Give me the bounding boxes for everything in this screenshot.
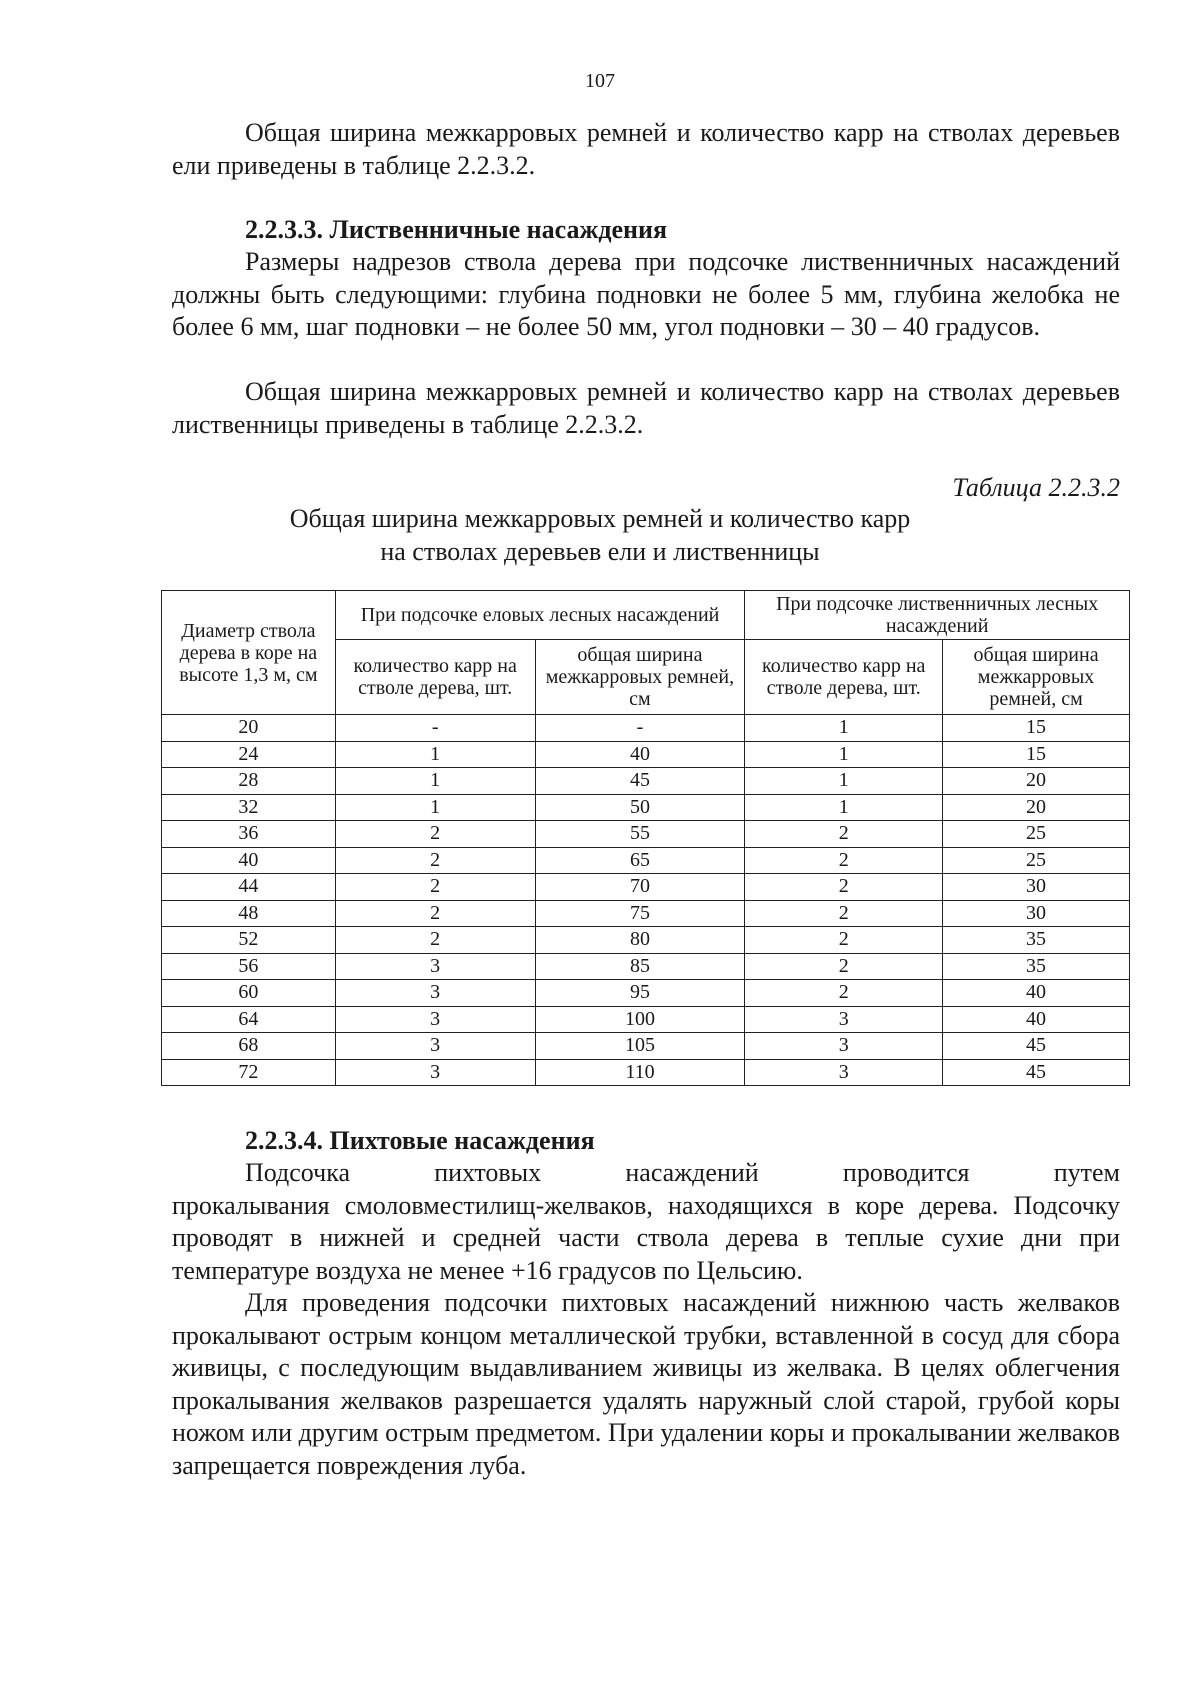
cell-diameter: 72	[162, 1059, 336, 1086]
cell-larch-count: 3	[745, 1059, 943, 1086]
table-title-line-1: Общая ширина межкарровых ремней и количество карр	[289, 504, 911, 533]
cell-spruce-count: 2	[335, 874, 535, 901]
cell-diameter: 44	[162, 874, 336, 901]
fir-paragraph-1-line-1: Подсочка пихтовых насаждений проводится путем	[245, 1158, 1120, 1187]
cell-larch-width: 40	[943, 1006, 1130, 1033]
cell-diameter: 68	[162, 1033, 336, 1060]
cell-larch-count: 3	[745, 1033, 943, 1060]
cell-spruce-width: 50	[535, 794, 745, 821]
cell-spruce-width: 75	[535, 900, 745, 927]
cell-diameter: 40	[162, 847, 336, 874]
cell-larch-count: 2	[745, 874, 943, 901]
cell-spruce-count: -	[335, 715, 535, 742]
cell-spruce-width: 65	[535, 847, 745, 874]
cell-spruce-count: 2	[335, 927, 535, 954]
header-spruce-group: При подсочке еловых лесных насаждений	[335, 591, 745, 640]
cell-spruce-width: 110	[535, 1059, 745, 1086]
header-diameter: Диаметр ствола дерева в коре на высоте 1,3 м, см	[162, 591, 336, 715]
table-row	[162, 741, 1130, 768]
cell-spruce-width: 70	[535, 874, 745, 901]
table-body	[162, 715, 1130, 1086]
table-row	[162, 768, 1130, 795]
header-larch-count: количество карр на стволе дерева, шт.	[745, 640, 943, 715]
cell-larch-count: 1	[745, 741, 943, 768]
cell-spruce-width: 40	[535, 741, 745, 768]
cell-spruce-count: 1	[335, 741, 535, 768]
cell-larch-count: 2	[745, 847, 943, 874]
header-spruce-width: общая ширина межкарровых ремней, см	[535, 640, 745, 715]
larch-paragraph-2: Общая ширина межкарровых ремней и количество карр на стволах деревьев лиственницы приведены в таблице 2.2.3.2.	[172, 377, 1120, 439]
cell-larch-width: 15	[943, 715, 1130, 742]
table-row	[162, 1033, 1130, 1060]
cell-larch-width: 35	[943, 927, 1130, 954]
header-spruce-count: количество карр на стволе дерева, шт.	[335, 640, 535, 715]
cell-diameter: 28	[162, 768, 336, 795]
header-larch-width: общая ширина межкарровых ремней, см	[943, 640, 1130, 715]
cell-larch-width: 45	[943, 1033, 1130, 1060]
cell-larch-width: 20	[943, 794, 1130, 821]
cell-larch-count: 2	[745, 821, 943, 848]
cell-larch-count: 1	[745, 715, 943, 742]
cell-spruce-width: -	[535, 715, 745, 742]
table-row	[162, 874, 1130, 901]
cell-larch-count: 2	[745, 900, 943, 927]
table-title	[0, 503, 1200, 568]
cell-spruce-width: 100	[535, 1006, 745, 1033]
table-row	[162, 900, 1130, 927]
cell-spruce-width: 80	[535, 927, 745, 954]
cell-diameter: 20	[162, 715, 336, 742]
cell-spruce-count: 2	[335, 900, 535, 927]
heading-fir: 2.2.3.4. Пихтовые насаждения	[245, 1126, 595, 1155]
cell-spruce-width: 85	[535, 953, 745, 980]
table-row	[162, 953, 1130, 980]
cell-spruce-count: 3	[335, 1059, 535, 1086]
cell-diameter: 32	[162, 794, 336, 821]
cell-spruce-count: 3	[335, 953, 535, 980]
cell-larch-width: 15	[943, 741, 1130, 768]
fir-paragraph-2: Для проведения подсочки пихтовых насаждений нижнюю часть желваков прокалывают острым концом металлической трубки, вставленной в сосуд для сбора живицы, с последующим выдавливанием живицы из желвака. В целях облегчения прокалывания желваков разрешается удалять наружный слой старой, грубой коры ножом или другим острым предметом. При удалении коры и прокалывании желваков запрещается повреждения луба.	[172, 1288, 1120, 1480]
table-row	[162, 715, 1130, 742]
larch-paragraph-1: Размеры надрезов ствола дерева при подсочке лиственничных насаждений должны быть следующими: глубина подновки не более 5 мм, глубина желобка не более 6 мм, шаг подновки – не более 50 мм, угол подновки – 30 – 40 градусов.	[172, 247, 1120, 341]
cell-diameter: 56	[162, 953, 336, 980]
cell-larch-width: 25	[943, 847, 1130, 874]
table-row	[162, 927, 1130, 954]
fir-paragraph-1: прокалывания смоловместилищ-желваков, находящихся в коре дерева. Подсочку проводят в нижней и средней части ствола дерева в теплые сухие дни при температуре воздуха не менее +16 градусов по Цельсию.	[172, 1190, 1120, 1285]
header-larch-group: При подсочке лиственничных лесных насаждений	[745, 591, 1130, 640]
cell-spruce-count: 3	[335, 1033, 535, 1060]
cell-larch-width: 45	[943, 1059, 1130, 1086]
cell-diameter: 64	[162, 1006, 336, 1033]
cell-spruce-width: 55	[535, 821, 745, 848]
cell-larch-count: 3	[745, 1006, 943, 1033]
cell-diameter: 24	[162, 741, 336, 768]
cell-larch-count: 1	[745, 794, 943, 821]
table-row	[162, 1059, 1130, 1086]
cell-spruce-count: 2	[335, 847, 535, 874]
cell-spruce-count: 3	[335, 1006, 535, 1033]
page-number: 107	[585, 70, 615, 92]
cell-larch-width: 35	[943, 953, 1130, 980]
cell-larch-width: 40	[943, 980, 1130, 1007]
heading-larch: 2.2.3.3. Лиственничные насаждения	[245, 215, 668, 244]
cell-larch-count: 2	[745, 980, 943, 1007]
cell-diameter: 60	[162, 980, 336, 1007]
cell-spruce-width: 45	[535, 768, 745, 795]
table-row	[162, 794, 1130, 821]
table-row	[162, 1006, 1130, 1033]
data-table	[161, 590, 1130, 1086]
cell-larch-count: 2	[745, 953, 943, 980]
cell-larch-width: 20	[943, 768, 1130, 795]
cell-diameter: 36	[162, 821, 336, 848]
table-row	[162, 821, 1130, 848]
table-label: Таблица 2.2.3.2	[952, 473, 1120, 502]
cell-larch-count: 1	[745, 768, 943, 795]
cell-larch-count: 2	[745, 927, 943, 954]
cell-diameter: 48	[162, 900, 336, 927]
cell-spruce-count: 3	[335, 980, 535, 1007]
cell-diameter: 52	[162, 927, 336, 954]
table-row	[162, 847, 1130, 874]
cell-larch-width: 30	[943, 900, 1130, 927]
cell-spruce-count: 1	[335, 794, 535, 821]
cell-spruce-count: 1	[335, 768, 535, 795]
cell-spruce-width: 105	[535, 1033, 745, 1060]
cell-spruce-count: 2	[335, 821, 535, 848]
table-row	[162, 980, 1130, 1007]
intro-paragraph: Общая ширина межкарровых ремней и количество карр на стволах деревьев ели приведены в таблице 2.2.3.2.	[172, 118, 1120, 180]
cell-larch-width: 30	[943, 874, 1130, 901]
cell-larch-width: 25	[943, 821, 1130, 848]
table-title-line-2: на стволах деревьев ели и лиственницы	[380, 536, 820, 566]
cell-spruce-width: 95	[535, 980, 745, 1007]
